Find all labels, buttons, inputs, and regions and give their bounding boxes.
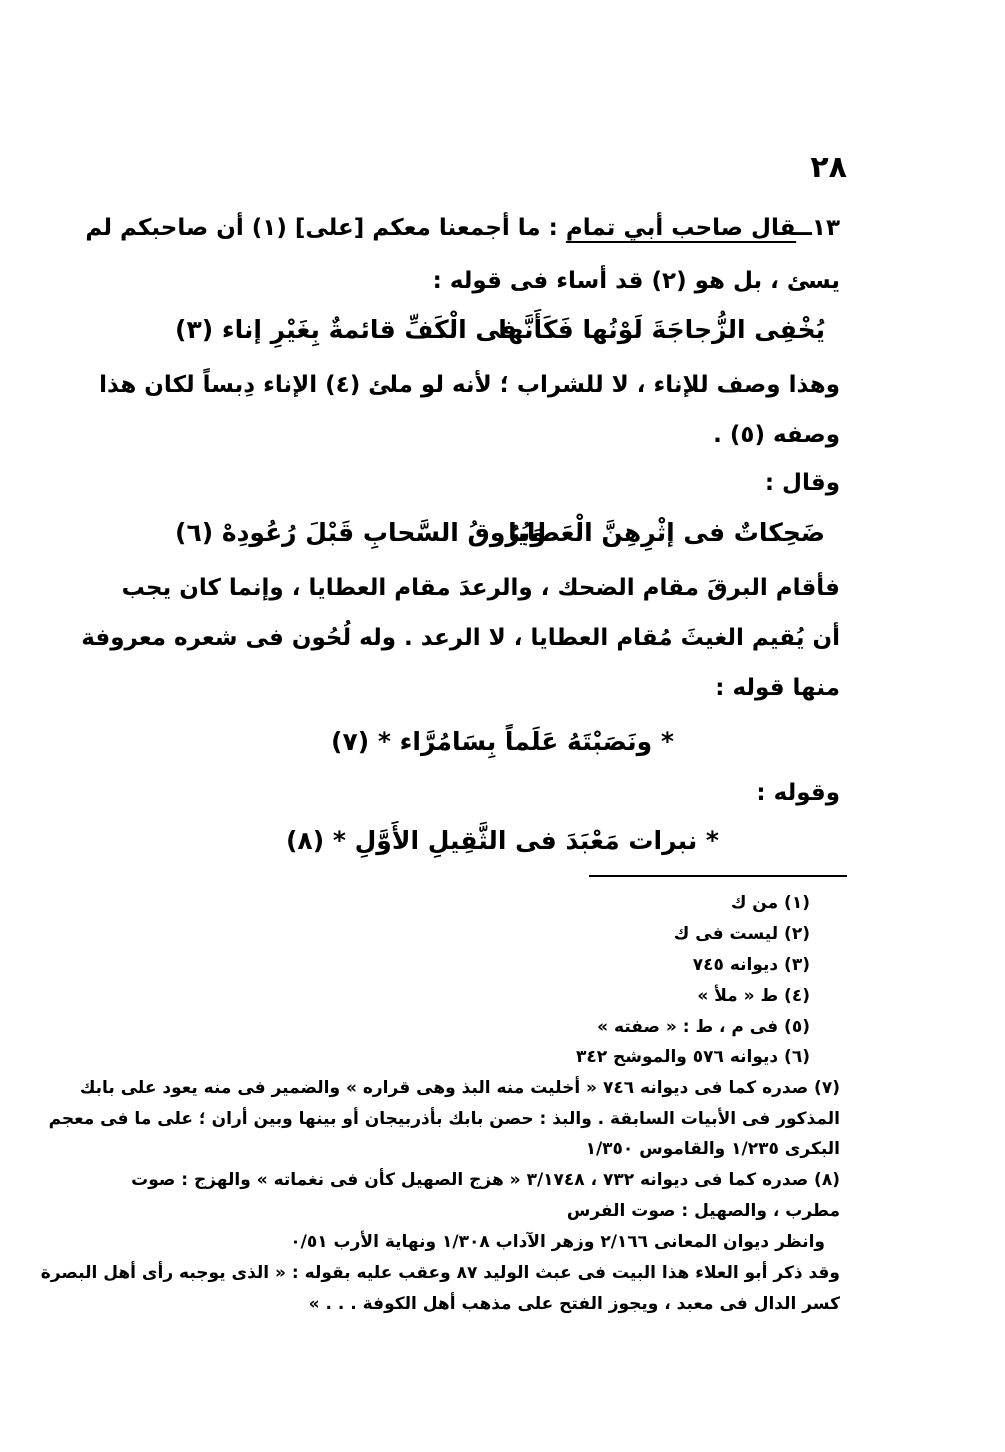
body-line-4: وصفه (٥) . — [713, 422, 840, 448]
verse-2-first-hemistich: ضَحِكاتٌ فى إثْرِهِنَّ الْعَطايا — [508, 518, 825, 547]
body-line-7: أن يُقيم الغيثَ مُقام العطايا ، لا الرعد . وله لُحُون فى شعره معروفة — [81, 625, 840, 651]
body-line-3: وهذا وصف للإناء ، لا للشراب ؛ لأنه لو ملئ (٤) الإناء دِبساً لكان هذا — [99, 372, 840, 398]
footnote-6: (٦) ديوانه ٥٧٦ والموشح ٣٤٢ — [576, 1047, 810, 1067]
verse-1-first-hemistich: يُخْفِى الزُّجاجَةَ لَوْنُها فَكَأَنَّها — [498, 315, 825, 344]
body-line-1 — [85, 215, 840, 241]
verse-1-second-hemistich: فى الْكَفِّ قائمةٌ بِغَيْرِ إناء (٣) — [175, 315, 518, 344]
body-line-6: فأقام البرقَ مقام الضحك ، والرعدَ مقام العطايا ، وإنما كان يجب — [121, 575, 840, 601]
body-line-5: وقال : — [764, 470, 840, 496]
footnote-8-line-3: وانظر ديوان المعانى ٢/١٦٦ وزهر الآداب ١/٣٠٨ ونهاية الأرب ٠/٥١ — [290, 1232, 825, 1252]
footnote-8-line-4: وقد ذكر أبو العلاء هذا البيت فى عبث الوليد ٨٧ وعقب عليه بقوله : « الذى يوجبه رأى أهل البصرة — [40, 1263, 840, 1283]
footnote-8-line-5: كسر الدال فى معبد ، ويجوز الفتح على مذهب أهل الكوفة . . . » — [308, 1294, 840, 1314]
underlined-phrase: قال صاحب أبي تمام — [565, 215, 797, 241]
body-line-2: يسئ ، بل هو (٢) قد أساء فى قوله : — [432, 268, 840, 294]
footnote-5: (٥) فى م ، ط : « صفته » — [597, 1017, 810, 1037]
footnote-7-line-2: المذكور فى الأبيات السابقة . والبذ : حصن بابك بأذربيجان أو بينها وبين أران ؛ على ما فى معجم — [48, 1109, 840, 1129]
body-line-8: منها قوله : — [715, 675, 840, 701]
half-verse-2: * نبرات مَعْبَدَ فى الثَّقِيلِ الأَوَّلِ * (٨) — [285, 826, 720, 855]
section-number: ١٣ــ — [796, 215, 840, 241]
footnote-3: (٣) ديوانه ٧٤٥ — [692, 955, 810, 975]
page-number: ٢٨ — [810, 150, 847, 185]
body-line-9: وقوله : — [756, 780, 840, 806]
footnote-2: (٢) ليست فى ك — [673, 924, 810, 944]
footnote-4: (٤) ط « ملأ » — [697, 986, 810, 1006]
footnote-7-line-1: (٧) صدره كما فى ديوانه ٧٤٦ « أخليت منه البذ وهى قراره » والضمير فى منه يعود على بابك — [79, 1078, 840, 1098]
verse-2-second-hemistich: وَبُرُوقُ السَّحابِ قَبْلَ رُعُودِهْ (٦) — [175, 518, 546, 547]
body-line-1-rest: : ما أجمعنا معكم [على] (١) أن صاحبكم لم — [85, 215, 566, 241]
half-verse-1: * ونَصَبْتَهُ عَلَماً بِسَامُرَّاء * (٧) — [331, 727, 674, 756]
footnote-8-line-1: (٨) صدره كما فى ديوانه ٧٣٢ ، ٣/١٧٤٨ « هزج الصهيل كأن فى نغماته » والهزج : صوت — [131, 1170, 840, 1190]
footnote-separator — [589, 875, 847, 877]
footnote-8-line-2: مطرب ، والصهيل : صوت الفرس — [566, 1201, 840, 1221]
footnote-1: (١) من ك — [730, 893, 810, 913]
footnote-7-line-3: البكرى ١/٢٣٥ والقاموس ١/٣٥٠ — [585, 1139, 840, 1159]
